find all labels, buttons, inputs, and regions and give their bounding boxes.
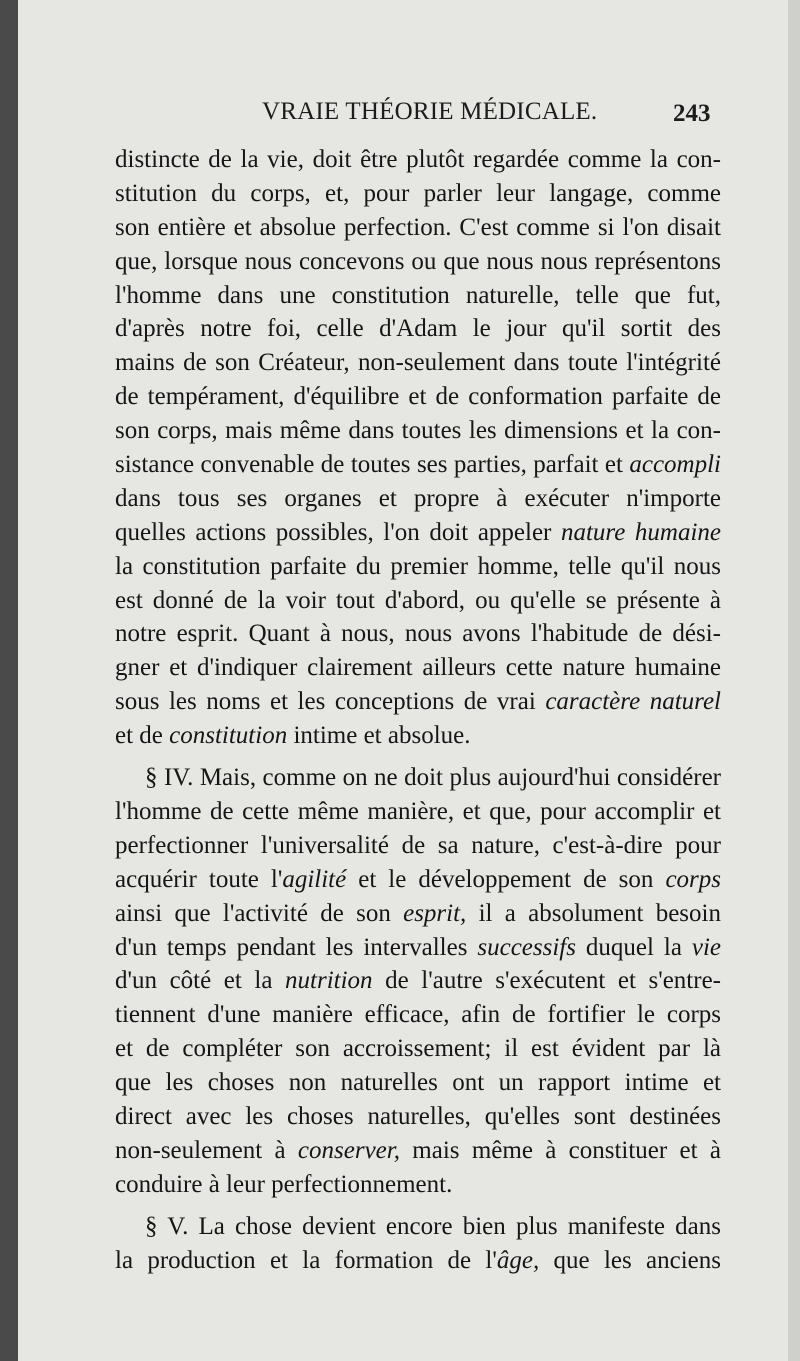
italic-term: âge, <box>496 1246 540 1274</box>
text-segment: quelles actions possibles, l'on doit appeler <box>115 518 561 546</box>
text-line: distincte de la vie, doit être plutôt regardée comme la con- <box>115 146 721 173</box>
running-title: VRAIE THÉORIE MÉDICALE. <box>262 98 598 125</box>
text-line <box>115 964 721 998</box>
text-line: tiennent d'une manière efficace, afin de fortifier le corps <box>115 1001 721 1029</box>
italic-term: conserver, <box>297 1136 400 1164</box>
text-line: que les choses non naturelles ont un rapport intime et <box>115 1069 721 1097</box>
text-line <box>115 719 721 753</box>
text-line <box>115 1134 721 1168</box>
italic-term: accompli <box>629 451 721 479</box>
text-segment: et de <box>115 722 170 750</box>
text-line: mains de son Créateur, non-seulement dans toute l'intégrité <box>115 349 721 377</box>
text-line <box>115 863 721 897</box>
text-line: que, lorsque nous concevons ou que nous nous représentons <box>115 247 721 275</box>
text-segment: de l'autre s'exécutent et s'entre- <box>372 967 721 995</box>
text-segment: la production et la formation de l' <box>115 1246 497 1274</box>
text-line: § V. La chose devient encore bien plus manifeste dans <box>145 1212 721 1240</box>
text-line: l'homme de cette même manière, et que, pour accomplir et <box>115 797 721 825</box>
book-page <box>18 0 788 1361</box>
text-line <box>115 897 721 931</box>
text-line: la constitution parfaite du premier homme, telle qu'il nous <box>115 552 721 580</box>
text-segment: acquérir toute l' <box>115 865 283 893</box>
text-line: son corps, mais même dans toutes les dimensions et la con- <box>115 417 721 445</box>
text-line <box>115 1244 721 1278</box>
text-segment: sous les noms et les conceptions de vrai <box>115 688 546 716</box>
text-segment: intime et absolue. <box>287 722 471 750</box>
text-line: § IV. Mais, comme on ne doit plus aujourd'hui considérer <box>145 764 721 792</box>
text-line: est donné de la voir tout d'abord, ou qu'elle se présente à <box>115 586 721 614</box>
text-line: son entière et absolue perfection. C'est comme si l'on disait <box>115 213 721 241</box>
text-segment: d'un temps pendant les intervalles <box>115 933 478 961</box>
text-line <box>115 685 721 719</box>
italic-term: vie <box>691 933 721 961</box>
italic-term: corps <box>665 865 721 893</box>
page-header <box>18 98 788 138</box>
text-line: notre esprit. Quant à nous, nous avons l'habitude de dési- <box>115 620 721 648</box>
paragraph-gap <box>115 753 721 761</box>
paragraph-gap <box>115 1202 721 1210</box>
text-segment: d'un côté et la <box>115 967 286 995</box>
page-edge <box>788 0 800 1361</box>
page-number: 243 <box>673 100 711 127</box>
text-line: de tempérament, d'équilibre et de conformation parfaite de <box>115 383 721 411</box>
text-line: d'après notre foi, celle d'Adam le jour qu'il sortit des <box>115 315 721 343</box>
italic-term: agilité <box>282 865 347 893</box>
italic-term: caractère naturel <box>545 688 721 716</box>
text-line <box>115 448 721 482</box>
text-line: gner et d'indiquer clairement ailleurs cette nature humaine <box>115 654 721 682</box>
italic-term: nutrition <box>285 967 373 995</box>
italic-term: successifs <box>477 933 576 961</box>
text-segment: que les anciens <box>539 1246 721 1274</box>
text-segment: sistance convenable de toutes ses parties, parfait et <box>115 451 630 479</box>
text-line: stitution du corps, et, pour parler leur langage, comme <box>115 179 721 207</box>
body-text <box>115 143 721 1277</box>
text-line <box>115 516 721 550</box>
text-line: et de compléter son accroissement; il est évident par là <box>115 1035 721 1063</box>
text-line: dans tous ses organes et propre à exécuter n'importe <box>115 484 721 512</box>
italic-term: constitution <box>169 722 288 750</box>
text-segment: ainsi que l'activité de son <box>115 899 404 927</box>
text-segment: duquel la <box>576 933 692 961</box>
text-line: direct avec les choses naturelles, qu'elles sont destinées <box>115 1102 721 1130</box>
text-segment: mais même à constituer et à <box>399 1136 722 1164</box>
text-line <box>115 931 721 965</box>
text-segment: et le développement de son <box>346 865 666 893</box>
text-segment: non-seulement à <box>115 1136 298 1164</box>
text-segment: il a absolument besoin <box>466 899 721 927</box>
text-line: l'homme dans une constitution naturelle, telle que fut, <box>115 281 721 309</box>
italic-term: nature humaine <box>560 518 721 546</box>
italic-term: esprit, <box>403 899 467 927</box>
text-line: perfectionner l'universalité de sa nature, c'est-à-dire pour <box>115 831 721 859</box>
text-line: conduire à leur perfectionnement. <box>115 1170 453 1198</box>
